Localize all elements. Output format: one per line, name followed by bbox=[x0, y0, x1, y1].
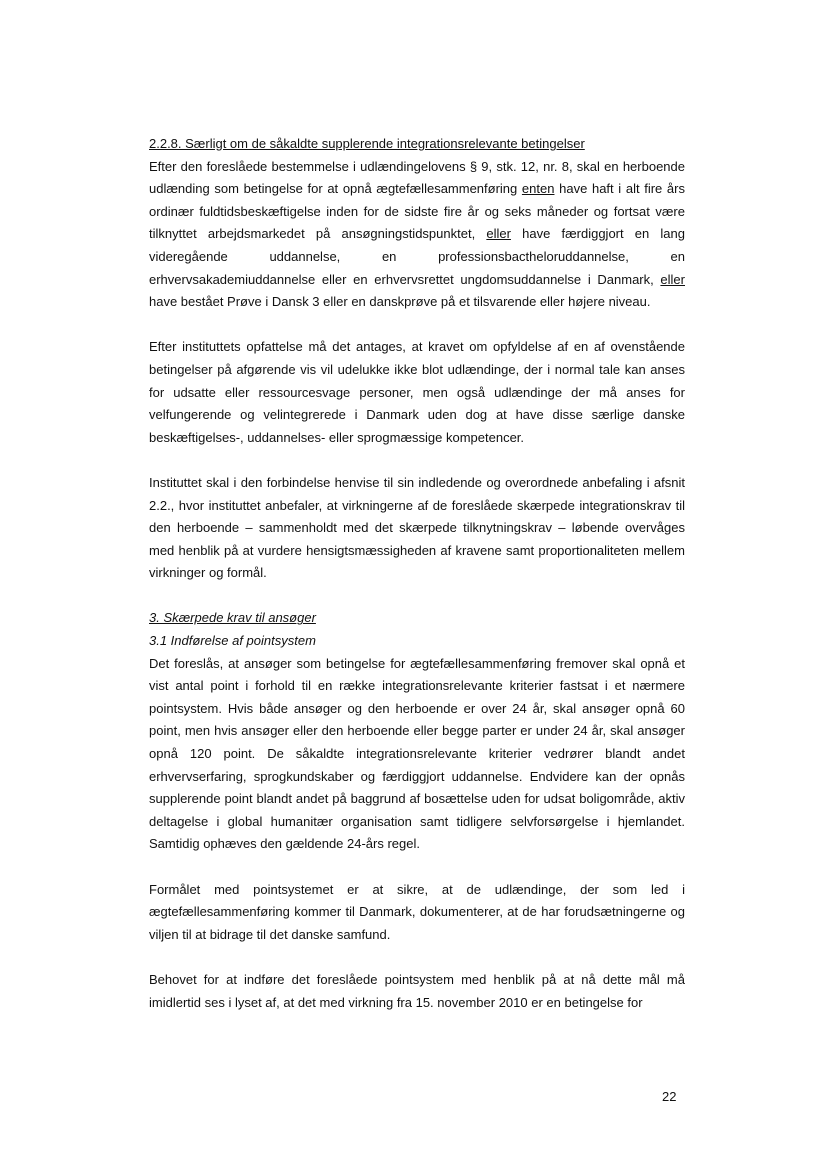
paragraph-text: have færdiggjort en lang videregående uddannelse, en professionsbactheloruddannelse, en erhvervsakademiuddannelse eller en erhvervsrettet ungdomsuddannelse i Danmark, bbox=[149, 226, 685, 287]
paragraph-text: have haft i alt fire års ordinær fuldtidsbeskæftigelse inden for de sidste fire år og seks måneder og fortsat være tilknyttet arbejdsmarkedet på ansøgningstidspunktet, bbox=[149, 181, 685, 242]
page-content bbox=[149, 133, 685, 1014]
paragraph-text: have bestået Prøve i Dansk 3 eller en danskprøve på et tilsvarende eller højere niveau. bbox=[149, 294, 651, 310]
paragraph-institute-opinion: Efter instituttets opfattelse må det antages, at kravet om opfyldelse af en af ovenstående betingelser på afgørende vis vil udelukke ikke blot udlændinge, der i normal tale kan anses for udsatte eller ressourcesvage personer, men også udlændinge der må anses for velfungerende og velintegrerede i Danmark uden dog at have disse særlige danske beskæftigelses-, uddannelses- eller sprogmæssige kompetencer. bbox=[149, 339, 685, 445]
paragraph-recommendation: Instituttet skal i den forbindelse henvise til sin indledende og overordnede anbefaling i afsnit 2.2., hvor instituttet anbefaler, at virkningerne af de foreslåede skærpede integrationskrav til den herboende – sammenholdt med det skærpede tilknytningskrav – løbende overvåges med henblik på at vurdere hensigtsmæssigheden af kravene samt proportionaliteten mellem virkninger og formål. bbox=[149, 474, 685, 581]
page-number: 22 bbox=[662, 1089, 677, 1104]
paragraph-need: Behovet for at indføre det foreslåede pointsystem med henblik på at nå dette mål må imidlertid ses i lyset af, at det med virkning fra 15. november 2010 er en betingelse for bbox=[149, 971, 685, 1010]
underlined-word-eller: eller bbox=[486, 226, 511, 242]
section-heading-3: 3. Skærpede krav til ansøger bbox=[149, 610, 316, 626]
paragraph-purpose: Formålet med pointsystemet er at sikre, at de udlændinge, der som led i ægtefællesammenføring kommer til Danmark, dokumenterer, at de har forudsætningerne og viljen til at bidrage til det danske samfund. bbox=[149, 881, 685, 942]
paragraph-pointsystem: Det foreslås, at ansøger som betingelse for ægtefællesammenføring fremover skal opnå et vist antal point i forhold til en række integrationsrelevante kriterier fastsat i et nærmere pointsystem. Hvis både ansøger og den herboende er over 24 år, skal ansøger opnå 60 point, men hvis ansøger eller den herboende eller begge parter er under 24 år, skal ansøger opnå 120 point. De såkaldte integrationsrelevante kriterier vedrører blandt andet erhvervserfaring, sprogkundskaber og færdiggjort uddannelse. Endvidere kan der opnås supplerende point blandt andet på baggrund af bosættelse uden for udsat boligområde, aktiv deltagelse i global humanitær organisation samt tidligere selvforsørgelse i hjemlandet. Samtidig ophæves den gældende 24-års regel. bbox=[149, 655, 685, 852]
section-heading-2-2-8: 2.2.8. Særligt om de såkaldte supplerende integrationsrelevante betingelser bbox=[149, 136, 585, 151]
paragraph-text: Efter den foreslåede bestemmelse i udlændingelovens § 9, stk. 12, nr. 8, skal en herboende udlænding som betingelse for at opnå ægtefællesammenføring bbox=[149, 158, 685, 197]
paragraph-requirements bbox=[149, 156, 685, 314]
underlined-word-eller: eller bbox=[660, 271, 685, 287]
subsection-heading-3-1: 3.1 Indførelse af pointsystem bbox=[149, 633, 316, 649]
underlined-word-enten: enten bbox=[521, 181, 555, 197]
